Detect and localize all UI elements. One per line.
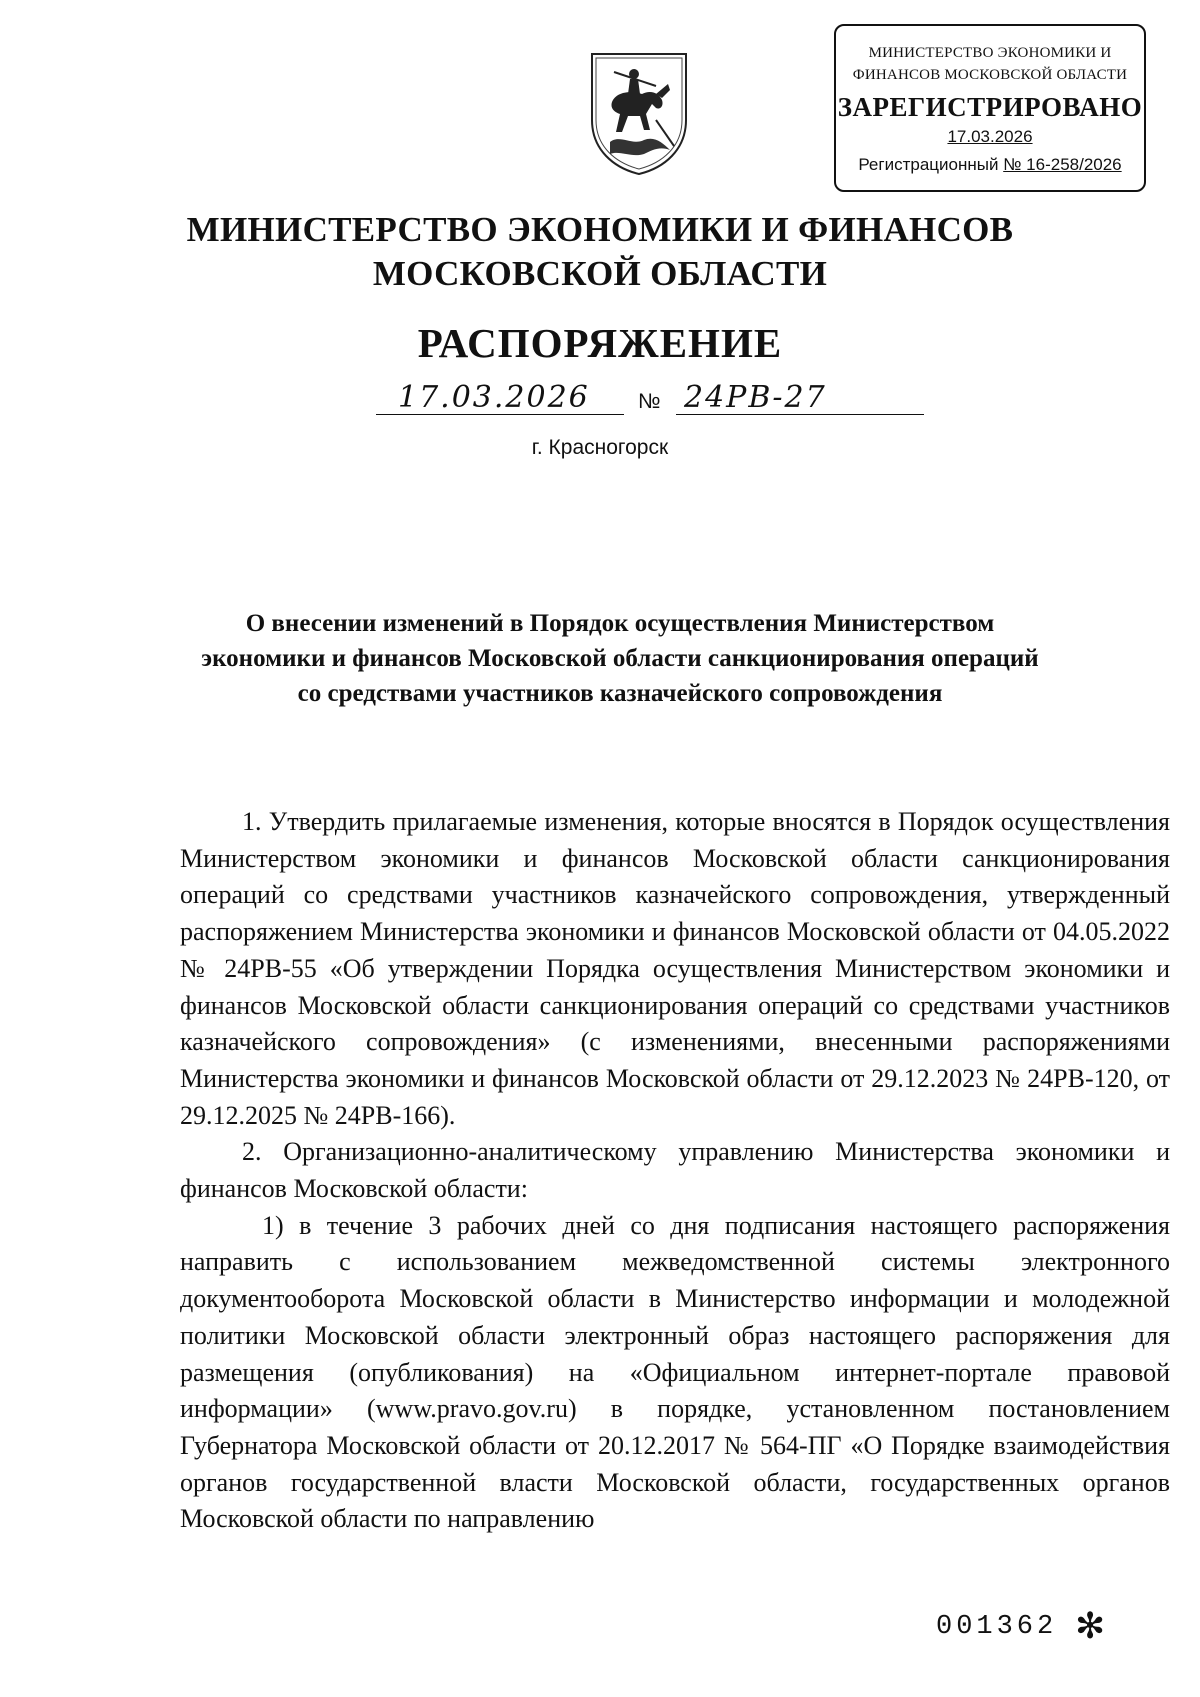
subject-line: экономики и финансов Московской области санкционирования операций <box>201 645 1039 672</box>
order-subject <box>160 606 1080 711</box>
stamp-status: ЗАРЕГИСТРИРОВАНО <box>837 92 1143 122</box>
document-type: РАСПОРЯЖЕНИЕ <box>417 320 783 366</box>
stamp-reg-number: Регистрационный № 16-258/2026 <box>858 155 1122 174</box>
paragraph-2: 2. Организационно-аналитическому управлению Министерства экономики и финансов Московской области: <box>180 1137 1170 1204</box>
number-sign: № <box>638 390 661 413</box>
subject-line: О внесении изменений в Порядок осуществления Министерством <box>245 610 995 637</box>
subject-line: со средствами участников казначейского сопровождения <box>297 680 943 707</box>
paragraph-1: 1. Утвердить прилагаемые изменения, которые вносятся в Порядок осуществления Министерством экономики и финансов Московской области санкционирования операций со средствами участников казначейского сопровождения, утвержденный распоряжением Министерства экономики и финансов Московской области от 04.05.2022 № 24РВ-55 «Об утверждении Порядка осуществления Министерством экономики и финансов Московской области санкционирования операций со средствами участников казначейского сопровождения» (с изменениями, внесенными распоряжениями Министерства экономики и финансов Московской области от 29.12.2023 № 24РВ-120, от 29.12.2025 № 24РВ-166). <box>180 807 1170 1130</box>
registration-stamp <box>834 24 1146 192</box>
form-serial-number: 001362 <box>936 1612 1058 1642</box>
order-body <box>180 804 1170 1538</box>
ministry-title: МИНИСТЕРСТВО ЭКОНОМИКИ И ФИНАНСОВ МОСКОВСКОЙ ОБЛАСТИ <box>186 210 1014 293</box>
order-number: 24РВ-27 <box>684 380 827 415</box>
order-date: 17.03.2026 <box>398 380 590 415</box>
stamp-org-line2: ФИНАНСОВ МОСКОВСКОЙ ОБЛАСТИ <box>852 67 1128 83</box>
coat-of-arms-icon <box>586 50 692 176</box>
city: г. Красногорск <box>531 436 669 459</box>
stamp-org-line1: МИНИСТЕРСТВО ЭКОНОМИКИ И <box>868 45 1112 61</box>
paragraph-2-item-1: 1) в течение 3 рабочих дней со дня подписания настоящего распоряжения направить с использованием межведомственной системы электронного документооборота Московской области в Министерство информации и молодежной политики Московской области электронный образ настоящего распоряжения для размещения (опубликования) на «Официальном интернет-портале правовой информации» (www.pravo.gov.ru) в порядке, установленном постановлением Губернатора Московской области от 20.12.2017 № 564-ПГ «О Порядке взаимодействия органов государственной власти Московской области, государственных органов Московской области по направлению <box>180 1210 1170 1534</box>
asterisk-mark-icon: ✻ <box>1075 1606 1106 1647</box>
stamp-date: 17.03.2026 <box>947 127 1033 146</box>
